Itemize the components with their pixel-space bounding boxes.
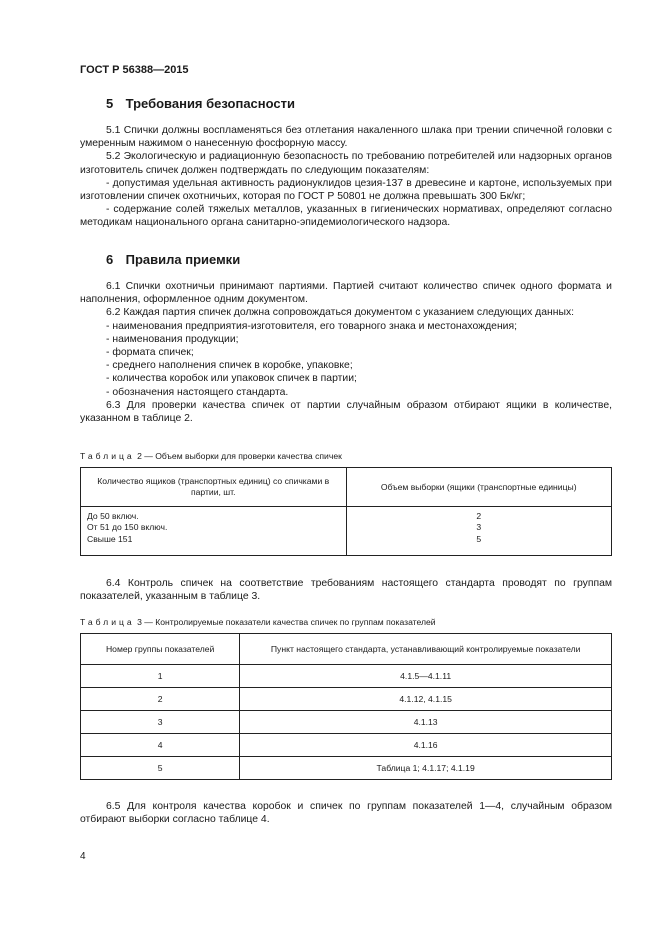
table-cell: Таблица 1; 4.1.17; 4.1.19 [240,757,612,780]
section-5-heading [106,96,295,111]
column-header: Объем выборки (ящики (транспортные единицы) [346,468,612,507]
section-6-heading [106,252,240,267]
paragraph: 6.2 Каждая партия спичек должна сопровождаться документом с указанием следующих данных: [106,307,575,319]
section-6-title: Правила приемки [125,252,241,267]
paragraph-6-4: 6.4 Контроль спичек на соответствие требованиям настоящего стандарта проводят по группам показателей, указанным в таблице 3. [80,578,612,603]
column-header: Количество ящиков (транспортных единиц) со спичками в партии, шт. [81,468,347,507]
section-6-body [80,280,612,425]
list-item: - количества коробок или упаковок спичек в партии; [106,373,357,385]
standard-header: ГОСТ Р 56388—2015 [80,64,189,76]
paragraph: - содержание солей тяжелых металлов, указанных в гигиенических нормативах, определяют согласно методикам национального органа санитарно-эпидемиологического надзора. [80,204,612,229]
section-5-number: 5 [106,96,114,111]
section-5-title: Требования безопасности [125,96,295,111]
list-item: - обозначения настоящего стандарта. [106,386,289,398]
list-item: - формата спичек; [106,347,194,359]
table-cell: 1 [81,665,240,688]
table-cell: 2 3 5 [346,507,612,556]
paragraph: 5.2 Экологическую и радиационную безопасность по требованию потребителей или надзорных органов изготовитель спичек должен подтверждать по следующим показателям: [80,151,612,176]
table-cell: 4.1.13 [240,711,612,734]
list-item: - наименования продукции; [106,333,239,345]
table-row [81,507,612,556]
table-cell: 4.1.16 [240,734,612,757]
table-cell: 4.1.5—4.1.11 [240,665,612,688]
table-header-row [81,468,612,507]
paragraph: 5.1 Спички должны воспламеняться без отлетания накаленного шлака при трении спичечной головки с умеренным нажимом о нанесенную фосфорную массу. [80,125,612,150]
table-cell: 5 [81,757,240,780]
table-row [81,688,612,711]
paragraph-6-5: 6.5 Для контроля качества коробок и спичек по группам показателей 1—4, случайным образом отбирают выборки согласно таблице 4. [80,801,612,826]
table-row [81,665,612,688]
table-row [81,734,612,757]
table-cell: 4 [81,734,240,757]
paragraph: - допустимая удельная активность радионуклидов цезия-137 в древесине и картоне, используемых при изготовлении спичек охотничьих, которая по ГОСТ Р 50801 не должна превышать 300 Бк/кг; [80,177,612,203]
section-5-body [80,124,612,230]
table-cell: 2 [81,688,240,711]
section-6-number: 6 [106,252,114,267]
table-3 [80,633,612,780]
table-cell: 3 [81,711,240,734]
table-row [81,757,612,780]
table-2-caption: Таблица 2 — Объем выборки для проверки качества спичек [80,451,342,461]
column-header: Пункт настоящего стандарта, устанавливающий контролируемые показатели [240,634,612,665]
table-header-row [81,634,612,665]
table-row [81,711,612,734]
table-cell: До 50 включ. От 51 до 150 включ. Свыше 151 [81,507,347,556]
list-item: - среднего наполнения спичек в коробке, упаковке; [106,360,353,372]
list-item: - наименования предприятия-изготовителя, его товарного знака и местонахождения; [106,320,518,332]
table-3-caption: Таблица 3 — Контролируемые показатели качества спичек по группам показателей [80,617,436,627]
table-cell: 4.1.12, 4.1.15 [240,688,612,711]
paragraph: 6.3 Для проверки качества спичек от партии случайным образом отбирают ящики в количестве, указанном в таблице 2. [80,399,612,425]
table-2 [80,467,612,556]
paragraph: 6.1 Спички охотничьи принимают партиями. Партией считают количество спичек одного формата и наполнения, оформленное одним документом. [80,281,612,306]
page-number: 4 [80,851,86,862]
column-header: Номер группы показателей [81,634,240,665]
